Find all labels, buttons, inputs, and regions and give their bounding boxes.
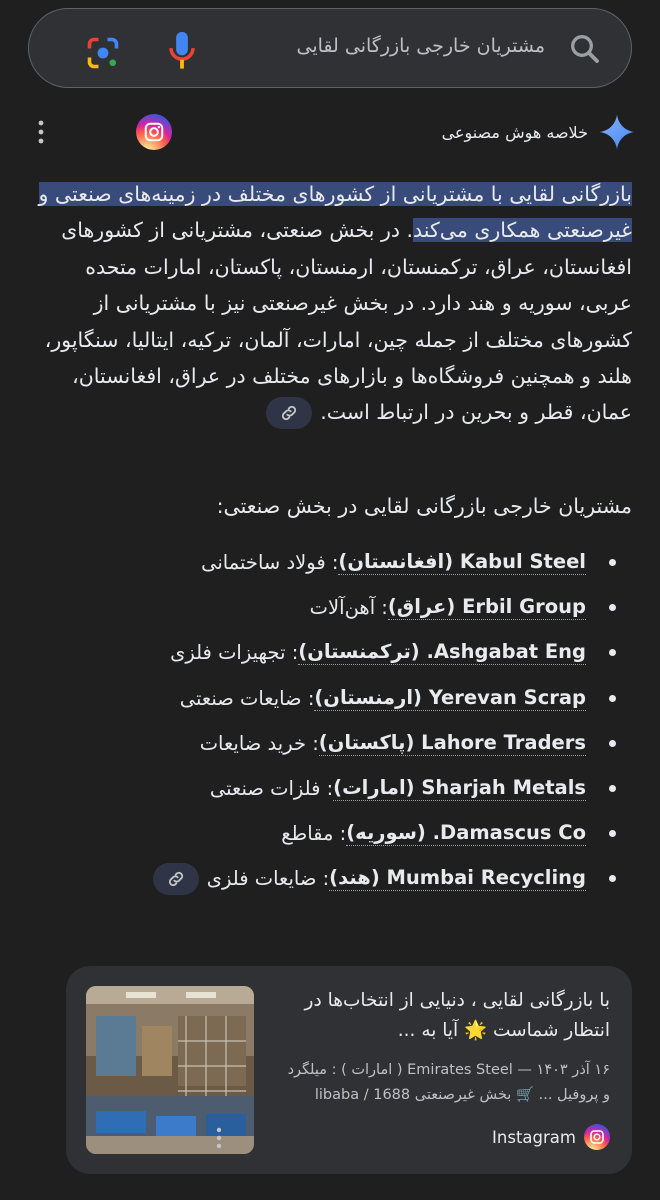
snippet-line: و پروفیل ... 🛒 بخش غیرصنعتی 1688 / libaba [314, 1087, 610, 1103]
customer-desc: : ضایعات فلزی [206, 867, 330, 891]
source-name: Instagram [492, 1127, 576, 1147]
customer-desc: : آهن‌آلات [309, 596, 388, 620]
customer-name[interactable]: Kabul Steel (افغانستان) [338, 550, 586, 574]
paragraph-text: . در بخش صنعتی، مشتریانی از کشورهای افغانستان، عراق، ترکمنستان، ارمنستان، پاکستان، امارات متحده عربی، سوریه و هند دارد. در بخش غیرصنعتی نیز با مشتریانی از کشورهای مختلف از جمله چین، امارات، آلمان، ترکیه، ایتالیا، سنگاپور، هلند و همچنین فروشگاه‌ها و بازارهای مختلف در عراق، افغانستان، عمان، قطر و بحرین در ارتباط است. [44, 218, 632, 425]
ai-overview-paragraph [26, 176, 632, 431]
ai-overview-title: خلاصه هوش مصنوعی [441, 122, 588, 142]
customer-desc: : ضایعات صنعتی [179, 686, 315, 710]
sparkle-icon [598, 113, 636, 151]
list-item [36, 630, 616, 675]
highlighted-text: بازرگانی لقایی با مشتریانی از کشورهای مختلف در زمینه‌های صنعتی و غیرصنعتی همکاری می‌کند [38, 182, 632, 243]
list-item [36, 721, 616, 766]
customer-name[interactable]: Erbil Group (عراق) [387, 595, 586, 619]
list-item [36, 811, 616, 856]
source-link-chip[interactable] [153, 863, 199, 895]
list-item [36, 676, 616, 721]
mic-icon[interactable] [164, 29, 200, 73]
customer-desc: : تجهیزات فلزی [170, 641, 299, 665]
customer-name[interactable]: Lahore Traders (پاکستان) [318, 730, 586, 754]
link-icon [279, 403, 299, 423]
search-icon[interactable] [567, 31, 603, 67]
ai-overview-header [442, 112, 636, 152]
snippet-line: ۱۶ آذر ۱۴۰۳ — Emirates Steel ( امارات ) : میلگرد [287, 1062, 610, 1078]
source-card[interactable] [66, 966, 632, 1174]
warehouse-thumbnail[interactable] [86, 986, 254, 1154]
search-input[interactable]: مشتریان خارجی بازرگانی لقایی [296, 35, 545, 57]
list-item [36, 585, 616, 630]
source-card-snippet [270, 1058, 610, 1108]
google-lens-icon[interactable] [85, 35, 121, 71]
customer-name[interactable]: Sharjah Metals (امارات) [333, 776, 586, 800]
customer-desc: : خرید ضایعات [199, 731, 319, 755]
list-item [36, 856, 616, 901]
link-icon [166, 869, 186, 889]
customer-name[interactable]: Yerevan Scrap (ارمنستان) [314, 685, 586, 709]
customers-subheading: مشتریان خارجی بازرگانی لقایی در بخش صنعتی: [216, 494, 632, 518]
customer-name[interactable]: Damascus Co. (سوریه) [346, 821, 586, 845]
more-options-icon[interactable] [34, 118, 48, 146]
instagram-icon[interactable] [136, 114, 172, 150]
customer-name[interactable]: Mumbai Recycling (هند) [329, 866, 586, 890]
source-card-title[interactable]: با بازرگانی لقایی ، دنیایی از انتخاب‌ها در انتظار شماست 🌟 آیا به ... [304, 990, 610, 1041]
customer-desc: : مقاطع [281, 822, 347, 846]
customer-name[interactable]: Ashgabat Eng. (ترکمنستان) [298, 640, 586, 664]
list-item [36, 766, 616, 811]
source-card-source [492, 1124, 610, 1150]
customer-list [36, 540, 616, 902]
search-bar[interactable] [28, 8, 632, 88]
customer-desc: : فولاد ساختمانی [201, 551, 339, 575]
source-link-chip[interactable] [266, 397, 312, 429]
instagram-icon [584, 1124, 610, 1150]
more-options-icon[interactable] [214, 1126, 224, 1150]
customer-desc: : فلزات صنعتی [209, 777, 334, 801]
list-item [36, 540, 616, 585]
